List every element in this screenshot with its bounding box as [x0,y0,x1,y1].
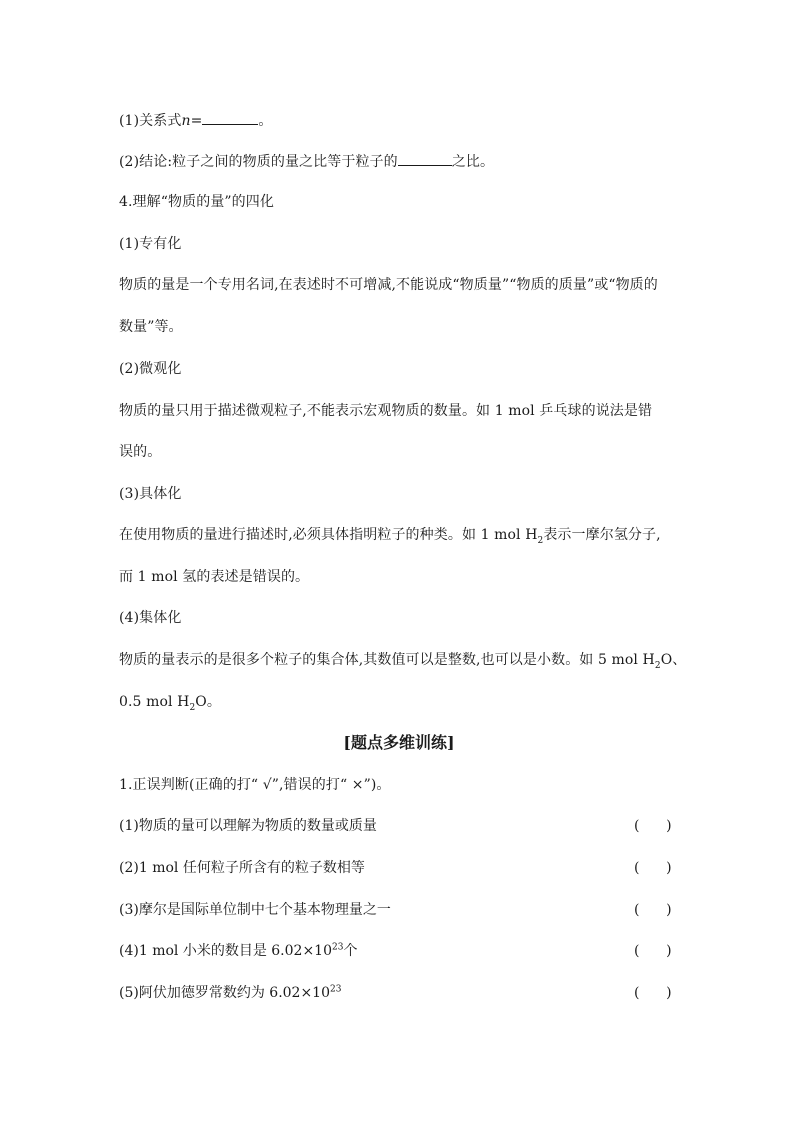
answer-paren-4[interactable]: ( ) [634,943,672,959]
sub3-title: (3)具体化 [119,486,182,502]
sub2-line-2: 误的。 [119,444,162,460]
sub1-title: (1)专有化 [119,236,182,252]
sub4-line-1-tail: O、 [660,652,687,668]
sub4-line-1-text: 物质的量表示的是很多个粒子的集合体,其数值可以是整数,也可以是小数。如 5 mol H [119,652,655,668]
formula-line-1 [119,111,273,130]
sub4-title: (4)集体化 [119,610,182,626]
judge-item-4-text: (4)1 mol 小米的数目是 6.02×10 [119,943,332,959]
answer-paren-1[interactable]: ( ) [634,818,672,834]
judge-item-3: (3)摩尔是国际单位制中七个基本物理量之一 [119,902,391,918]
judge-item-5-text: (5)阿伏加德罗常数约为 6.02×10 [119,985,330,1001]
formula-line-2 [119,152,494,171]
conclusion-suffix: 之比。 [451,154,495,170]
sub1-line-1: 物质的量是一个专用名词,在表述时不可增减,不能说成“物质量”“物质的质量”或“物质的 [119,277,658,293]
formula-suffix: 。 [258,113,273,129]
sub2-title: (2)微观化 [119,361,182,377]
subscript: 2 [654,660,661,671]
fill-blank-1[interactable] [202,111,258,125]
sub2-line-1: 物质的量只用于描述微观粒子,不能表示宏观物质的数量。如 1 mol 乒乓球的说法是错 [119,403,653,419]
sub3-line-1-text: 在使用物质的量进行描述时,必须具体指明粒子的种类。如 1 mol H [119,527,538,543]
answer-paren-5[interactable]: ( ) [634,985,672,1001]
judge-item-1: (1)物质的量可以理解为物质的数量或质量 [119,818,377,834]
training-heading: [题点多维训练] [343,733,455,752]
sub3-line-2: 而 1 mol 氢的表述是错误的。 [119,569,310,585]
formula-equals: = [190,113,203,129]
answer-paren-3[interactable]: ( ) [634,902,672,918]
judge-item-4 [119,942,357,960]
formula-label: (1)关系式 [119,113,182,129]
formula-variable: n [181,113,191,129]
answer-paren-2[interactable]: ( ) [634,860,672,876]
section-4-title: 4.理解“物质的量”的四化 [119,194,274,210]
sub3-line-1-tail: 表示一摩尔氢分子, [543,527,661,543]
judge-item-5 [119,984,341,1002]
superscript: 23 [332,942,344,953]
judge-item-2: (2)1 mol 任何粒子所含有的粒子数相等 [119,860,365,876]
fill-blank-2[interactable] [398,152,452,166]
question-1-intro: 1.正误判断(正确的打“ √”,错误的打“ ×”)。 [119,777,391,793]
superscript: 23 [330,984,342,995]
sub4-line-2-tail: O。 [195,694,221,710]
sub3-line-1 [119,526,661,544]
sub4-line-2 [119,693,221,711]
subscript: 2 [537,535,544,546]
subscript: 2 [189,702,196,713]
conclusion-text: (2)结论:粒子之间的物质的量之比等于粒子的 [119,154,398,170]
sub1-line-2: 数量”等。 [119,319,183,335]
sub4-line-2-text: 0.5 mol H [119,694,190,710]
judge-item-4-tail: 个 [343,943,358,959]
sub4-line-1 [119,651,686,669]
